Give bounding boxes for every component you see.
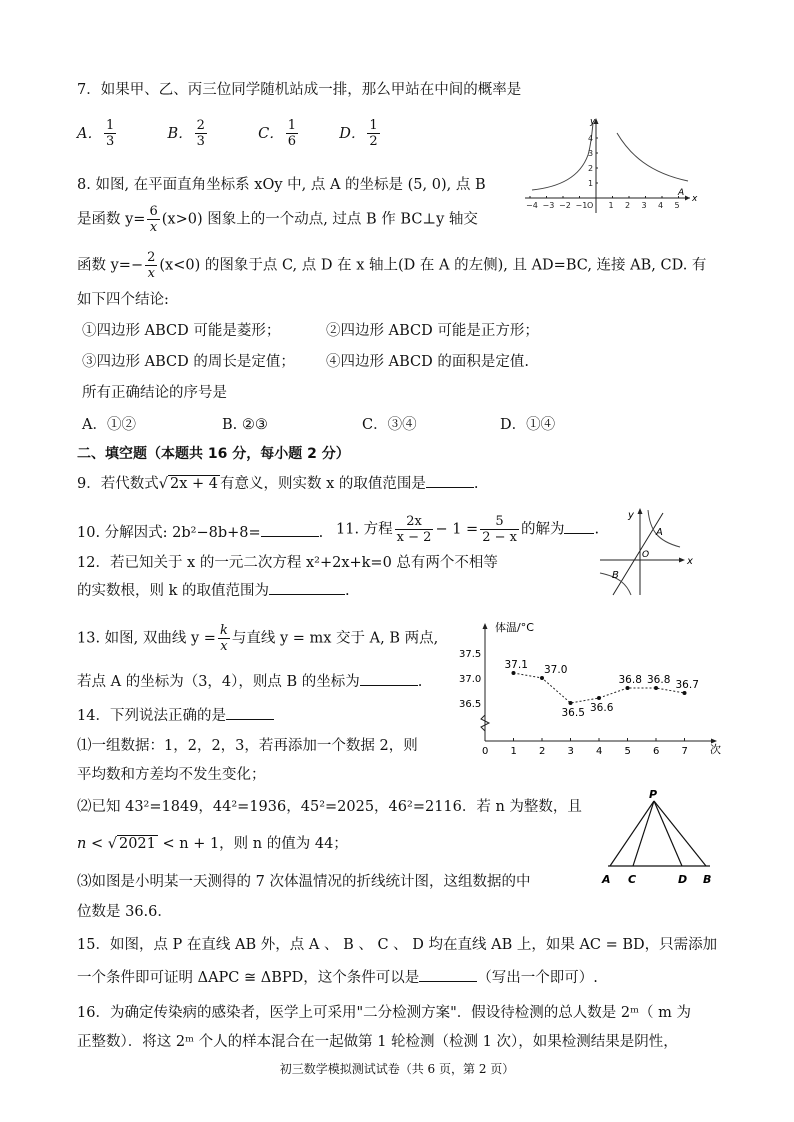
graph1-x-tick: 4 [658, 201, 664, 210]
q7-stem: 7．如果甲、乙、丙三位同学随机站成一排，那么甲站在中间的概率是 [77, 82, 522, 98]
q8-ask: 所有正确结论的序号是 [82, 385, 227, 401]
triangle-label-p: P [649, 788, 658, 801]
q15-triangle-figure [598, 788, 718, 888]
q14-s1a: ⑴一组数据：1，2，2，3，若再添加一个数据 2，则 [77, 738, 418, 754]
q13-answer-blank[interactable] [360, 671, 418, 686]
chart-point [626, 686, 630, 690]
graph1-y-tick: 4 [588, 134, 594, 143]
q7-option-b[interactable]: B． $\frac{2}{3}$ [167, 118, 205, 149]
q12-line2: 的实数根，则 k 的取值范围为 . [77, 580, 350, 601]
graph1-y-label: y [590, 117, 596, 127]
q13-line2: 若点 A 的坐标为（3，4），则点 B 的坐标为 . [77, 671, 422, 692]
chart-x-tick: 0 [482, 746, 489, 755]
q10-answer-blank[interactable] [261, 522, 319, 537]
chart-point [654, 686, 658, 690]
q14-s2a: ⑵已知 43²=1849，44²=1936，45²=2025，46²=2116．若 n 为整数，且 [77, 799, 582, 815]
q14-answer-blank[interactable] [226, 705, 274, 720]
q8-line3: 函数 y=− $\frac{2}{x}$ (x<0) 的图象于点 C, 点 D 在 x 轴上(D 在 A 的左侧), 且 AD=BC, 连接 AB, CD. 有 [77, 250, 707, 281]
q8-option-b[interactable]: B. ②③ [222, 417, 268, 433]
q8-conclusion-1: ①四边形 ABCD 可能是菱形； [82, 323, 281, 339]
q8-conclusion-3: ③四边形 ABCD 的周长是定值； [82, 354, 295, 370]
q14-s1b: 平均数和方差均不发生变化； [77, 767, 266, 783]
triangle-label-a: A [602, 873, 611, 886]
chart-y-tick: 36.5 [459, 699, 482, 710]
chart-x-tick: 4 [596, 746, 603, 755]
triangle-label-c: C [628, 873, 637, 886]
q7-option-a[interactable]: A． $\frac{1}{3}$ [77, 118, 115, 149]
triangle-label-d: D [678, 873, 688, 886]
page-footer: 初三数学模拟测试试卷（共 6 页，第 2 页） [279, 1062, 515, 1076]
q8-option-c[interactable]: C．③④ [362, 417, 417, 433]
q8-line4: 如下四个结论: [77, 292, 169, 308]
chart-point [597, 696, 601, 700]
graph1-x-tick: 5 [674, 201, 680, 210]
chart-point [683, 691, 687, 695]
graph1-x-tick: −1 [575, 201, 588, 210]
graph1-y-tick: 3 [588, 149, 594, 158]
chart-data-label: 37.0 [544, 664, 568, 676]
q13-line1: 13. 如图, 双曲线 y = $\frac{k}{x}$ 与直线 y = mx 交于 A, B 两点, [77, 623, 439, 654]
graph2-point-b: B [612, 570, 619, 581]
q7-option-d[interactable]: D． $\frac{1}{2}$ [339, 118, 378, 149]
q11: 11. 方程 $\frac{2x}{x - 2}$ − 1 = $\frac{5}{2 - x}$ 的解为 . [336, 514, 600, 545]
graph2-y-label: y [628, 510, 634, 521]
graph1-x-label: x [692, 194, 698, 204]
chart-x-tick: 2 [539, 746, 546, 755]
q9: 9．若代数式√ 2x + 4 有意义，则实数 x 的取值范围是 . [77, 473, 479, 494]
chart-x-axis-label: 次 [710, 743, 721, 755]
q16-line1: 16．为确定传染病的感染者，医学上可采用"二分检测方案"．假设待检测的总人数是 2ᵐ（ m 为 [77, 1005, 691, 1021]
chart-data-label: 36.5 [561, 707, 585, 719]
q14-s3a: ⑶如图是小明某一天测得的 7 次体温情况的折线统计图，这组数据的中 [77, 874, 531, 890]
graph1-x-tick: −4 [526, 201, 538, 210]
q14-stem: 14．下列说法正确的是 [77, 705, 274, 726]
chart-data-label: 36.6 [590, 702, 614, 714]
graph1-x-tick: −2 [559, 201, 571, 210]
q16-line2: 正整数）．将这 2ᵐ 个人的样本混合在一起做第 1 轮检测（检测 1 次），如果检测结果是阴性， [77, 1034, 678, 1050]
chart-y-tick: 37.5 [459, 649, 482, 660]
graph1-x-tick: O [587, 201, 594, 210]
section-title: 二、填空题（本题共 16 分，每小题 2 分） [77, 446, 350, 462]
q15-line2: 一个条件即可证明 ΔAPC ≅ ΔBPD，这个条件可以是 （写出一个即可）. [77, 967, 598, 988]
chart-y-axis-label: 体温/°C [495, 621, 534, 634]
q12-answer-blank[interactable] [269, 580, 345, 595]
graph1-x-tick: 1 [608, 201, 614, 210]
q8-conclusion-2: ②四边形 ABCD 可能是正方形； [326, 323, 539, 339]
q8-conclusion-4: ④四边形 ABCD 的面积是定值. [326, 354, 529, 370]
q14-s3b: 位数是 36.6． [77, 904, 172, 920]
graph1-x-tick: 3 [641, 201, 647, 210]
q7-options [77, 118, 382, 149]
chart-data-label: 36.8 [618, 674, 642, 686]
triangle-label-b: B [703, 873, 712, 886]
graph1-y-tick: 2 [588, 164, 594, 173]
q7-option-c[interactable]: C． $\frac{1}{6}$ [258, 118, 297, 149]
q15-line1: 15．如图，点 P 在直线 AB 外，点 A 、 B 、 C 、 D 均在直线 AB 上，如果 AC = BD，只需添加 [77, 937, 718, 953]
chart-point [569, 701, 573, 705]
chart-point [512, 671, 516, 675]
q8-line1: 8. 如图, 在平面直角坐标系 xOy 中, 点 A 的坐标是 (5, 0), 点 B [77, 177, 486, 193]
graph2-origin: O [642, 550, 650, 560]
graph2-point-a: A [656, 527, 663, 538]
graph1-x-tick: 2 [625, 201, 631, 210]
q8-graph [520, 115, 700, 215]
q14-s2b: n < √ 2021 < n + 1，则 n 的值为 44； [77, 836, 348, 852]
chart-x-tick: 3 [567, 746, 574, 755]
chart-point [540, 676, 544, 680]
q8-option-a[interactable]: A．①② [82, 417, 136, 433]
temperature-chart [455, 615, 730, 755]
chart-x-tick: 5 [624, 746, 631, 755]
graph1-x-tick: −3 [542, 201, 555, 210]
q15-answer-blank[interactable] [419, 967, 477, 982]
q10: 10. 分解因式: 2b²−8b+8= . [77, 522, 323, 543]
chart-y-tick: 37.0 [459, 674, 482, 685]
q9-answer-blank[interactable] [426, 473, 474, 488]
q13-graph [595, 505, 695, 597]
q8-line2: 是函数 y= $\frac{6}{x}$ (x>0) 图象上的一个动点, 过点 B 作 BC⊥y 轴交 [77, 204, 478, 235]
chart-x-tick: 7 [681, 746, 688, 755]
q8-option-d[interactable]: D．①④ [500, 417, 556, 433]
chart-x-tick: 1 [510, 746, 517, 755]
graph2-x-label: x [687, 556, 693, 567]
chart-data-label: 37.1 [504, 659, 528, 671]
chart-data-label: 36.7 [675, 679, 699, 691]
graph1-y-tick: 1 [588, 179, 594, 188]
chart-data-label: 36.8 [647, 674, 671, 686]
graph1-point-a: A [678, 188, 685, 198]
chart-x-tick: 6 [653, 746, 660, 755]
q11-answer-blank[interactable] [564, 519, 594, 534]
q12-line1: 12．若已知关于 x 的一元二次方程 x²+2x+k=0 总有两个不相等 [77, 555, 498, 571]
